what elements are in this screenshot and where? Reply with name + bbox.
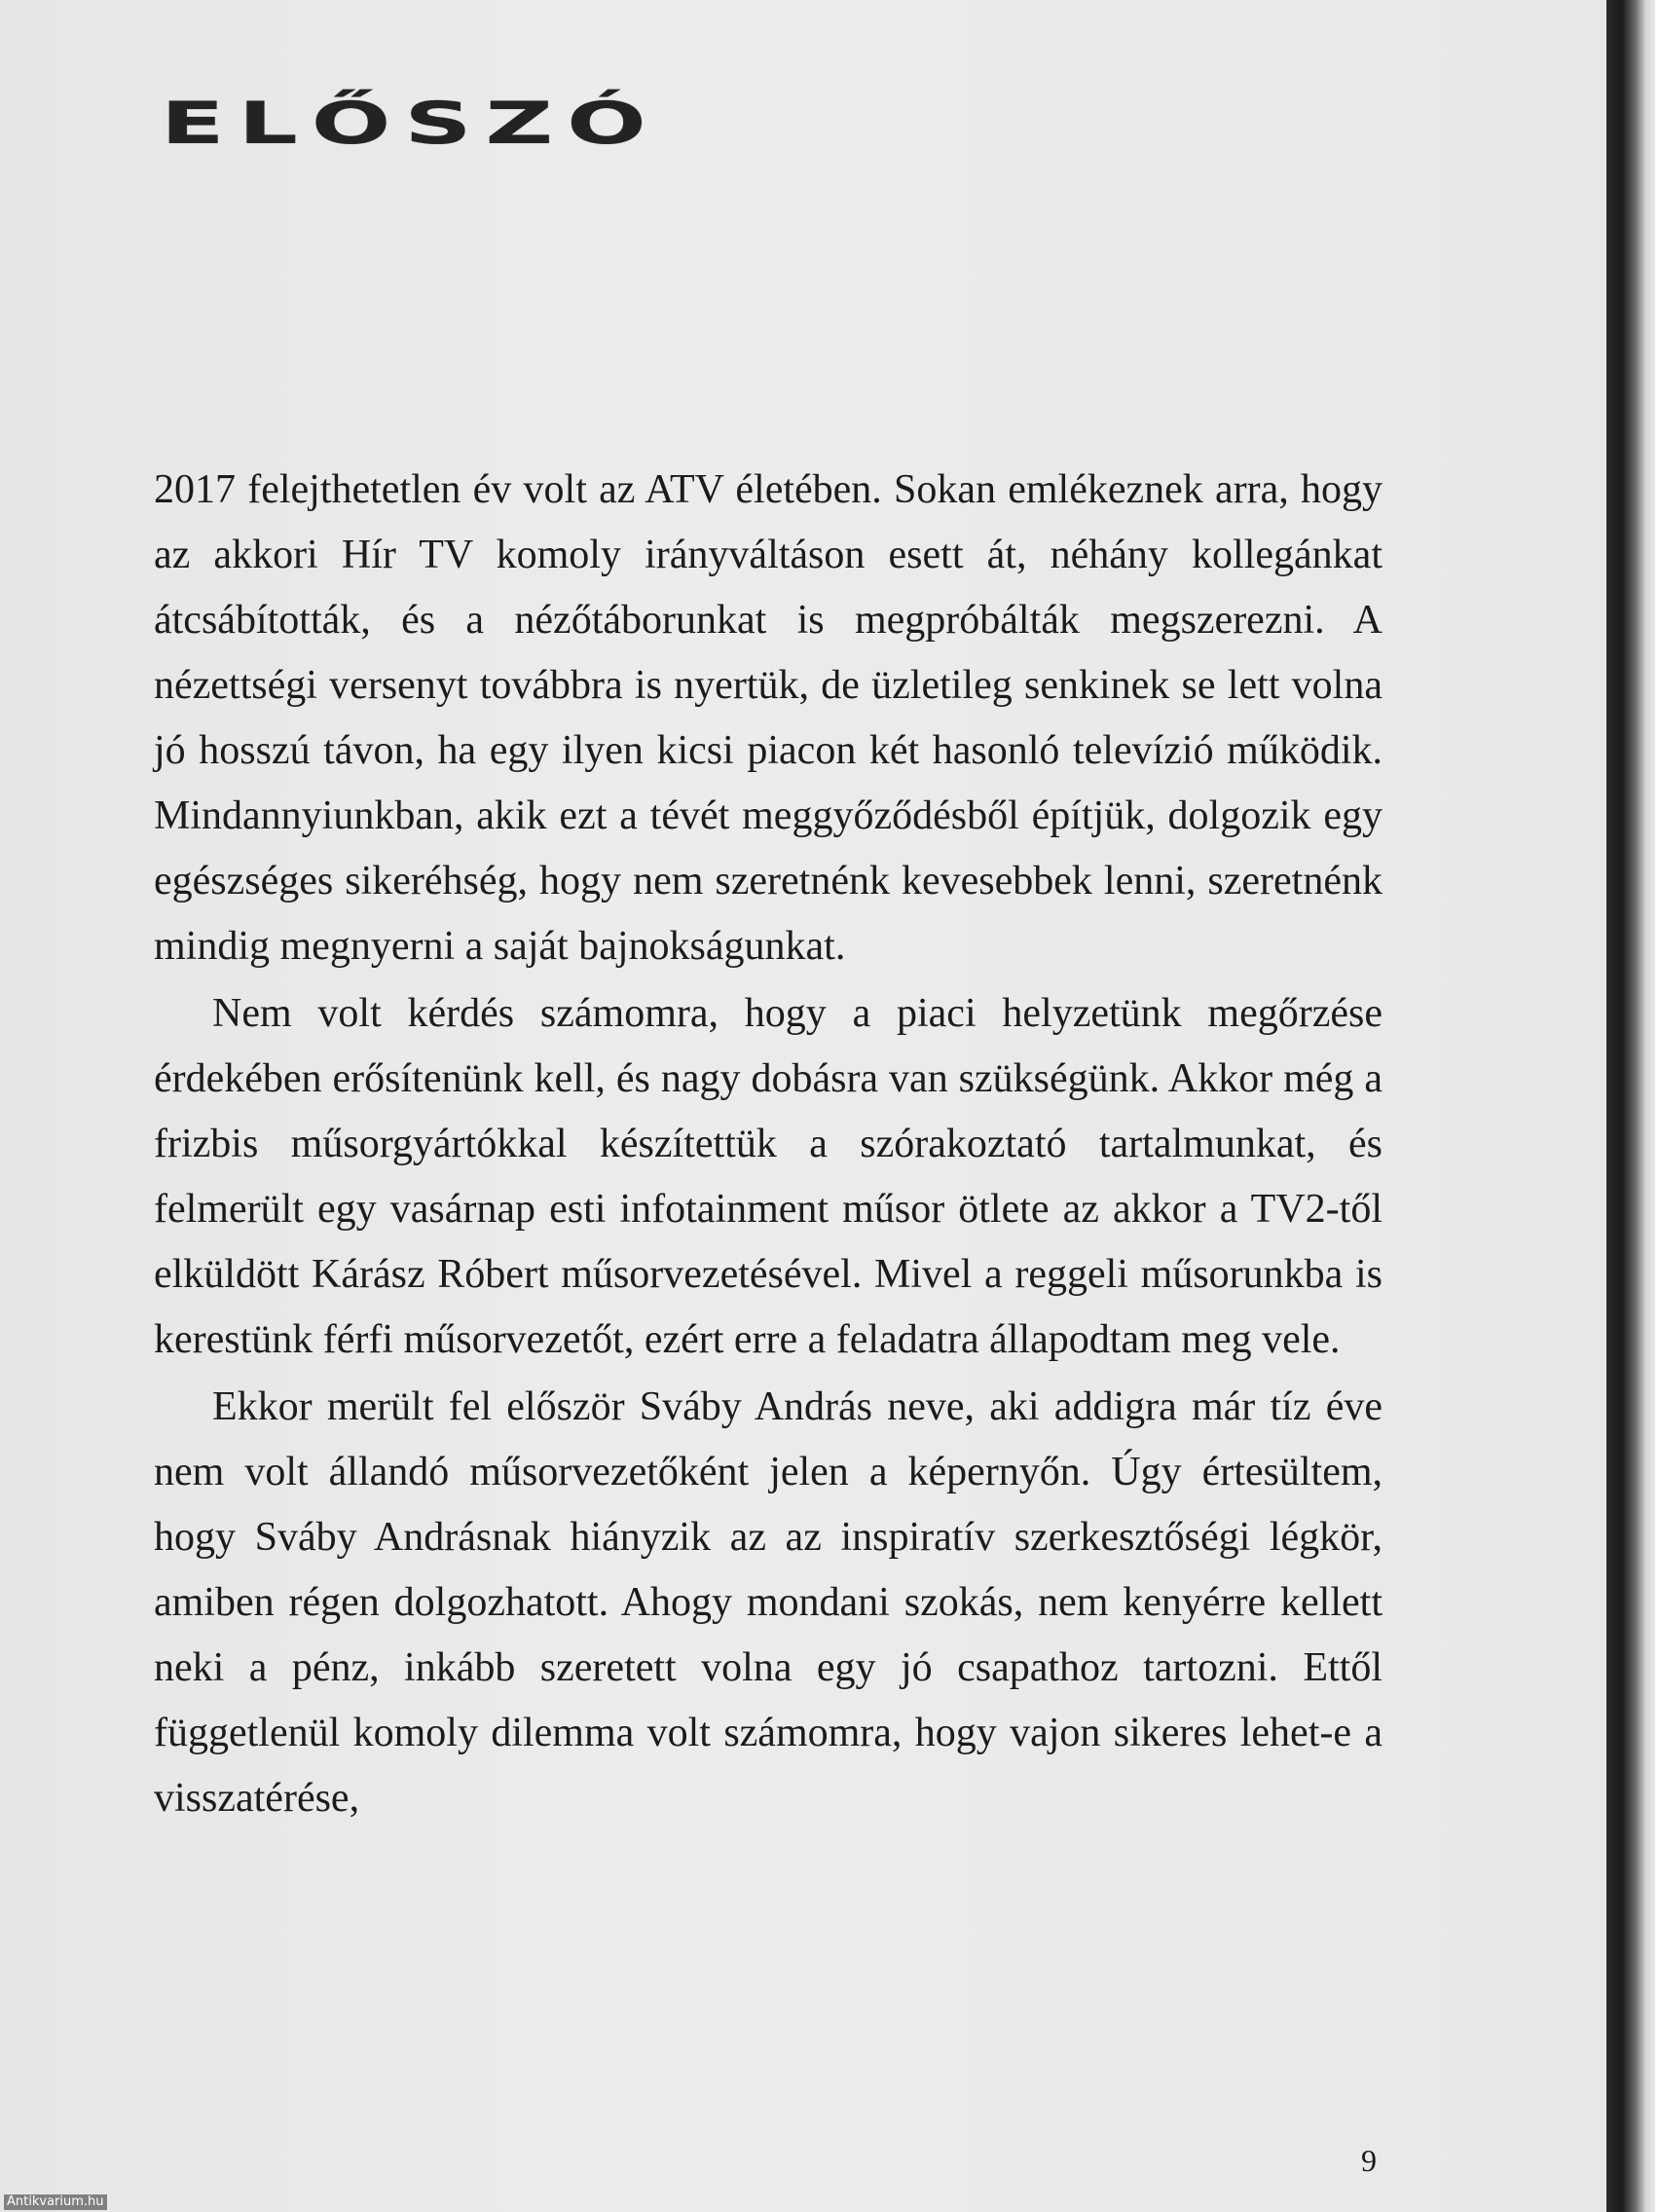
page-gutter-edge (1606, 0, 1659, 2212)
body-text (154, 458, 1382, 1831)
chapter-title: ELŐSZÓ (161, 90, 660, 158)
background-strip (1655, 0, 1659, 2212)
watermark: Antikvarium.hu (4, 2194, 107, 2210)
show-through-text (954, 0, 1382, 467)
paragraph: Nem volt kérdés számomra, hogy a piaci helyzetünk megőrzése érdekében erősítenünk kell, és nagy dobásra van szükségünk. Akkor még a frizbis műsorgyártókkal készítettük a szórakoztató tartalmunkat, és felmerült egy vasárnap esti infotainment műsor ötlete az akkor a TV2-től elküldött Kárász Róbert műsorvezetésével. Mivel a reggeli műsorunkba is kerestünk férfi műsorvezetőt, ezért erre a feladatra állapodtam meg vele. (154, 991, 1382, 1362)
paragraph: 2017 felejthetetlen év volt az ATV életében. Sokan emlékeznek arra, hogy az akkori Hír TV komoly irányváltáson esett át, néhány kollegánkat átcsábították, és a nézőtáborunkat is megpróbálták megszerezni. A nézettségi versenyt továbbra is nyertük, de üzletileg senkinek se lett volna jó hosszú távon, ha egy ilyen kicsi piacon két hasonló televízió működik. Mindannyiunkban, akik ezt a tévét meggyőződésből építjük, dolgozik egy egészséges sikeréhség, hogy nem szeretnénk kevesebbek lenni, szeretnénk mindig megnyerni a saját bajnokságunkat. (154, 467, 1382, 969)
page-number: 9 (1361, 2143, 1377, 2178)
paragraph: Ekkor merült fel először Sváby András neve, aki addigra már tíz éve nem volt állandó műsorvezetőként jelen a képernyőn. Úgy értesültem, hogy Sváby Andrásnak hiányzik az az inspiratív szerkesztőségi légkör, amiben régen dolgozhatott. Ahogy mondani szokás, nem kenyérre kellett neki a pénz, inkább szeretett volna egy jó csapathoz tartozni. Ettől függetlenül komoly dilemma volt számomra, hogy vajon sikeres lehet-e a visszatérése, (154, 1384, 1382, 1821)
